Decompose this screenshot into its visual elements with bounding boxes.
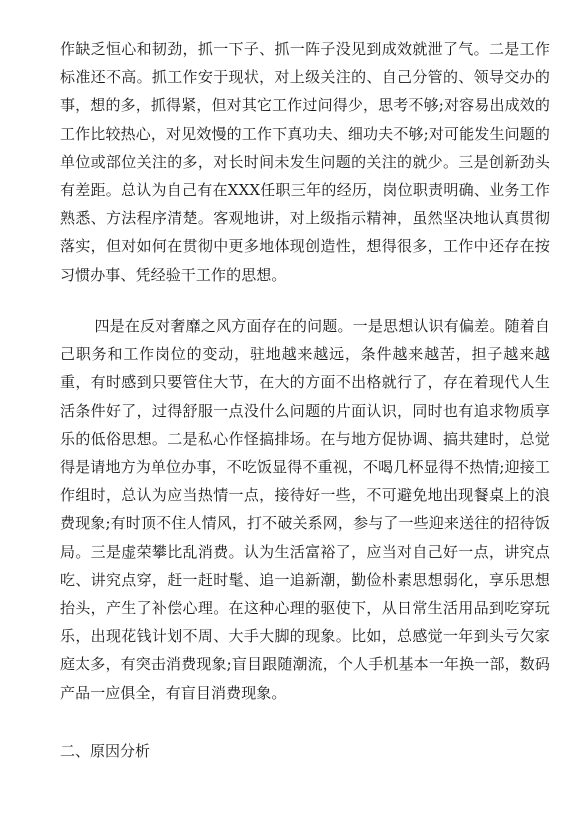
- body-paragraph-2: 四是在反对奢靡之风方面存在的问题。一是思想认识有偏差。随着自己职务和工作岗位的变动，驻地越来越远，条件越来越苦，担子越来越重，有时感到只要管住大节，在大的方面不出格就行了，存在着现代人生活条件好了，过得舒服一点没什么问题的片面认识，同时也有追求物质享乐的低俗思想。二是私心作怪搞排场。在与地方促协调、搞共建时，总觉得是请地方为单位办事，不吃饭显得不重视，不喝几杯显得不热情;迎接工作组时，总认为应当热情一点，接待好一些，不可避免地出现餐桌上的浪费现象;有时顶不住人情风，打不破关系网，参与了一些迎来送往的招待饭局。三是虚荣攀比乱消费。认为生活富裕了，应当对自己好一点，讲究点吃、讲究点穿，赶一赶时髦、追一追新潮，勤俭朴素思想弱化，享乐思想抬头，产生了补偿心理。在这种心理的驱使下，从日常生活用品到吃穿玩乐，出现花钱计划不周、大手大脚的现象。比如，总感觉一年到头亏欠家庭太多，有突击消费现象;盲目跟随潮流，个人手机基本一年换一部，数码产品一应俱全，有盲目消费现象。: [60, 317, 550, 702]
- section-heading: 二、原因分析: [60, 742, 151, 760]
- body-paragraph-1: 作缺乏恒心和韧劲，抓一下子、抓一阵子没见到成效就泄了气。二是工作标准还不高。抓工作安于现状，对上级关注的、自己分管的、领导交办的事，想的多，抓得紧，但对其它工作过问得少，思考不够;对容易出成效的工作比较热心，对见效慢的工作下真功夫、细功夫不够;对可能发生问题的单位或部位关注的多，对长时间未发生问题的关注的就少。三是创新劲头有差距。总认为自己有在XXX任职三年的经历，岗位职责明确、业务工作熟悉、方法程序清楚。客观地讲，对上级指示精神，虽然坚决地认真贯彻落实，但对如何在贯彻中更多地体现创造性，想得很多，工作中还存在按习惯办事、凭经验干工作的思想。: [60, 40, 550, 284]
